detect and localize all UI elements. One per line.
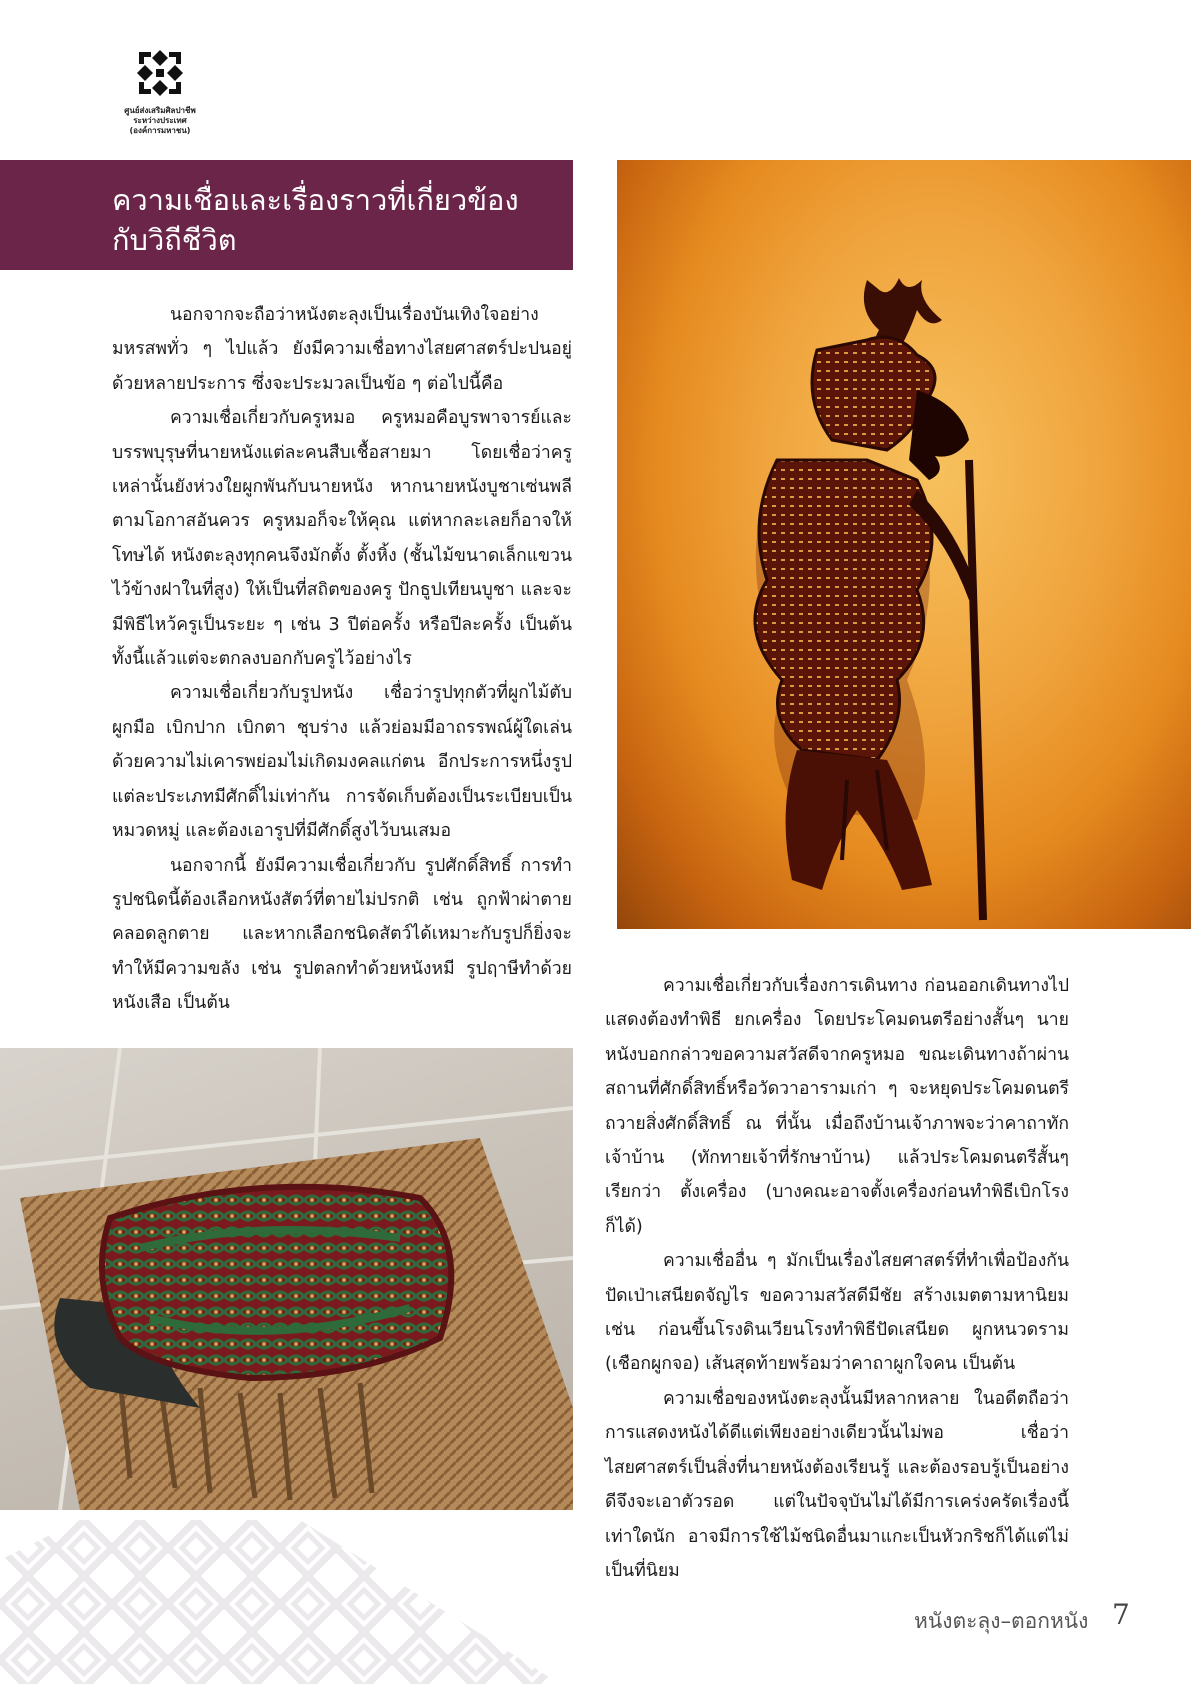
logo-line-2: ระหว่างประเทศ — [133, 116, 187, 125]
logo-mark-icon — [135, 48, 185, 98]
paragraph: นอกจากจะถือว่าหนังตะลุงเป็นเรื่องบันเทิงใจอย่างมหรสพทั่ว ๆ ไปแล้ว ยังมีความเชื่อทางไสยศาสตร์ปะปนอยู่ด้วยหลายประการ ซึ่งจะประมวลเป็นข้อ ๆ ต่อไปนี้คือ — [112, 305, 572, 394]
running-footer-title: หนังตะลุง–ตอกหนัง — [914, 1609, 1089, 1633]
paragraph: ความเชื่อเกี่ยวกับเรื่องการเดินทาง ก่อนออกเดินทางไปแสดงต้องทำพิธี ยกเครื่อง โดยประโคมดนตรีอย่างสั้นๆ นายหนังบอกกล่าวขอความสวัสดีจากครูหมอ ขณะเดินทางถ้าผ่านสถานที่ศักดิ์สิทธิ์หรือวัดวาอารามเก่า ๆ จะหยุดประโคมดนตรีถวายสิ่งศักดิ์สิทธิ์ ณ ที่นั้น เมื่อถึงบ้านเจ้าภาพจะว่าคาถาทักเจ้าบ้าน (ทักทายเจ้าที่รักษาบ้าน) แล้วประโคมดนตรีสั้นๆ เรียกว่า ตั้งเครื่อง (บางคณะอาจตั้งเครื่องก่อนทำพิธีเบิกโรงก็ได้) — [605, 976, 1069, 1237]
logo-line-1: ศูนย์ส่งเสริมศิลปาชีพ — [124, 106, 196, 115]
left-text-column — [112, 298, 572, 1021]
right-text-column — [605, 969, 1069, 1588]
section-title-line-2: กับวิถีชีวิต — [112, 223, 237, 257]
paragraph: ความเชื่อเกี่ยวกับรูปหนัง เชื่อว่ารูปทุกตัวที่ผูกไม้ตับ ผูกมือ เบิกปาก เบิกตา ชุบร่าง แล้วย่อมมีอาถรรพณ์ผู้ใดเล่นด้วยความไม่เคารพย่อมไม่เกิดมงคลแก่ตน อีกประการหนึ่งรูปแต่ละประเภทมีศักดิ์ไม่เท่ากัน การจัดเก็บต้องเป็นระเบียบเป็นหมวดหมู่ และต้องเอารูปที่มีศักดิ์สูงไว้บนเสมอ — [112, 683, 572, 842]
paragraph: ความเชื่ออื่น ๆ มักเป็นเรื่องไสยศาสตร์ที่ทำเพื่อป้องกันปัดเป่าเสนียดจัญไร ขอความสวัสดีมีชัย สร้างเมตตามหานิยม เช่น ก่อนขึ้นโรงดินเวียนโรงทำพิธีปัดเสนียด ผูกหนวดราม (เชือกผูกจอ) เส้นสุดท้ายพร้อมว่าคาถาผูกใจคน เป็นต้น — [605, 1251, 1069, 1375]
puppets-on-mat-illustration — [0, 1048, 573, 1510]
organization-logo — [110, 48, 210, 136]
paragraph: ความเชื่อของหนังตะลุงนั้นมีหลากหลาย ในอดีตถือว่าการแสดงหนังได้ดีแต่เพียงอย่างเดียวนั้นไม่พอ เชื่อว่าไสยศาสตร์เป็นสิ่งที่นายหนังต้องเรียนรู้ และต้องรอบรู้เป็นอย่างดีจึงจะเอาตัวรอด แต่ในปัจจุบันไม่ได้มีการเคร่งครัดเรื่องนี้เท่าใดนัก อาจมีการใช้ไม้ชนิดอื่นมาแกะเป็นหัวกริชก็ได้แต่ไม่เป็นที่นิยม — [605, 1388, 1069, 1581]
section-title-line-1: ความเชื่อและเรื่องราวที่เกี่ยวข้อง — [112, 183, 519, 217]
decorative-footer-pattern — [0, 1520, 560, 1684]
shadow-puppet-illustration — [617, 160, 1191, 929]
shadow-puppet-photo — [617, 160, 1191, 929]
paragraph: ความเชื่อเกี่ยวกับครูหมอ ครูหมอคือบูรพาจารย์และบรรพบุรุษที่นายหนังแต่ละคนสืบเชื้อสายมา โดยเชื่อว่าครูเหล่านั้นยังห่วงใยผูกพันกับนายหนัง หากนายหนังบูชาเซ่นพลีตามโอกาสอันควร ครูหมอก็จะให้คุณ แต่หากละเลยก็อาจให้โทษได้ หนังตะลุงทุกคนจึงมักตั้ง ตั้งหิ้ง (ชั้นไม้ขนาดเล็กแขวนไว้ข้างฝาในที่สูง) ให้เป็นที่สถิตของครู ปักธูปเทียนบูชา และจะมีพิธีไหว้ครูเป็นระยะ ๆ เช่น 3 ปีต่อครั้ง หรือปีละครั้ง เป็นต้น ทั้งนี้แล้วแต่จะตกลงบอกกับครูไว้อย่างไร — [112, 408, 572, 670]
puppets-on-mat-photo — [0, 1048, 573, 1510]
paragraph: นอกจากนี้ ยังมีความเชื่อเกี่ยวกับ รูปศักดิ์สิทธิ์ การทำรูปชนิดนี้ต้องเลือกหนังสัตว์ที่ตายไม่ปรกติ เช่น ถูกฟ้าผ่าตาย คลอดลูกตาย และหากเลือกชนิดสัตว์ได้เหมาะกับรูปก็ยิ่งจะทำให้มีความขลัง เช่น รูปตลกทำด้วยหนังหมี รูปฤาษีทำด้วยหนังเสือ เป็นต้น — [112, 855, 572, 1014]
logo-text — [110, 106, 210, 136]
logo-line-3: (องค์การมหาชน) — [129, 126, 191, 135]
page-number: 7 — [1112, 1598, 1130, 1631]
section-title-band — [0, 160, 573, 270]
